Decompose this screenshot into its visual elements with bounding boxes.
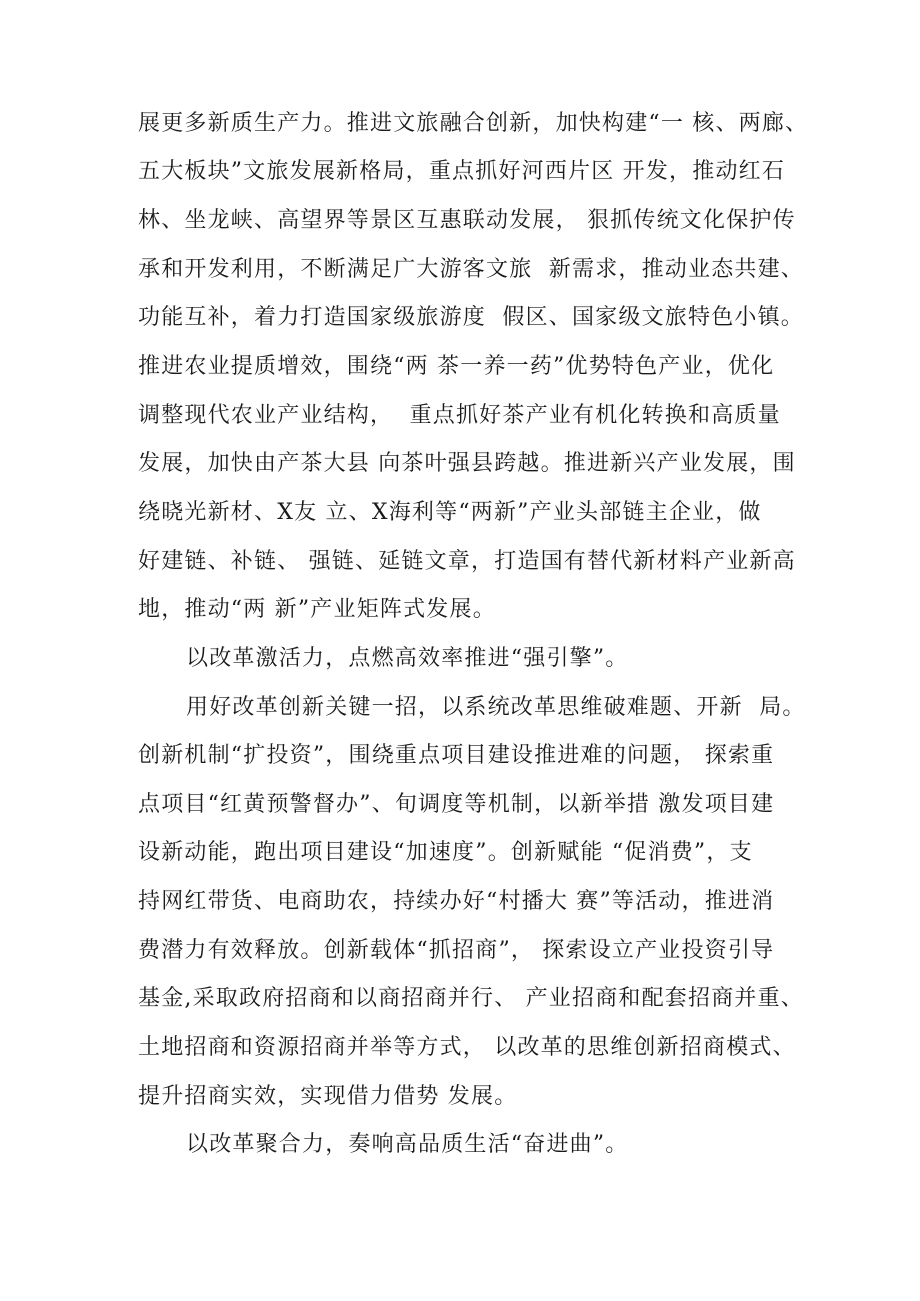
text-line: 五大板块”文旅发展新格局，重点抓好河西片区 开发，推动红石 (138, 159, 786, 184)
text-line: 好建链、补链、 强链、延链文章，打造国有替代新材料产业新高 (138, 549, 796, 574)
text-line: 提升招商实效，实现借力借势 发展。 (138, 1084, 518, 1109)
text-line: 展更多新质生产力。推进文旅融合创新，加快构建“一 核、两廊、 (138, 111, 809, 136)
text-line: 林、坐龙峡、高望界等景区互惠联动发展， 狠抓传统文化保护传 (138, 208, 796, 233)
text-line: 功能互补，着力打造国家级旅游度 假区、国家级文旅特色小镇。 (138, 305, 804, 330)
text-line: 设新动能，跑出项目建设“加速度”。创新赋能 “促消费”，支 (138, 840, 753, 865)
text-line: 持网红带货、电商助农，持续办好“村播大 赛”等活动，推进消 (138, 889, 775, 914)
text-line: 推进农业提质增效，围绕“两 茶一养一药”优势特色产业，优化 (138, 354, 775, 379)
text-line: 发展，加快由产茶大县 向茶叶强县跨越。推进新兴产业发展，围 (138, 451, 796, 476)
text-line: 创新机制“扩投资”，围绕重点项目建设推进难的问题， 探索重 (138, 743, 775, 768)
text-line: 土地招商和资源招商并举等方式， 以改革的思维创新招商模式、 (138, 1035, 796, 1060)
text-line: 绕晓光新材、X友 立、X海利等“两新”产业头部链主企业，做 (138, 500, 762, 525)
section-heading: 以改革聚合力，奏响高品质生活“奋进曲”。 (186, 1132, 629, 1157)
text-line: 地，推动“两 新”产业矩阵式发展。 (138, 597, 496, 622)
text-line: 费潜力有效释放。创新载体“抓招商”， 探索设立产业投资引导 (138, 938, 775, 963)
section-heading: 以改革激活力，点燃高效率推进“强引擎”。 (186, 646, 629, 671)
text-line: 基金,采取政府招商和以商招商并行、 产业招商和配套招商并重、 (138, 986, 804, 1011)
text-line: 调整现代农业产业结构， 重点抓好茶产业有机化转换和高质量 (138, 403, 781, 428)
text-line: 承和开发利用，不断满足广大游客文旅 新需求，推动业态共建、 (138, 257, 804, 282)
text-line: 点项目“红黄预警督办”、旬调度等机制，以新举措 激发项目建 (138, 792, 775, 817)
text-line: 用好改革创新关键一招，以系统改革思维破难题、开新 局。 (186, 695, 806, 720)
